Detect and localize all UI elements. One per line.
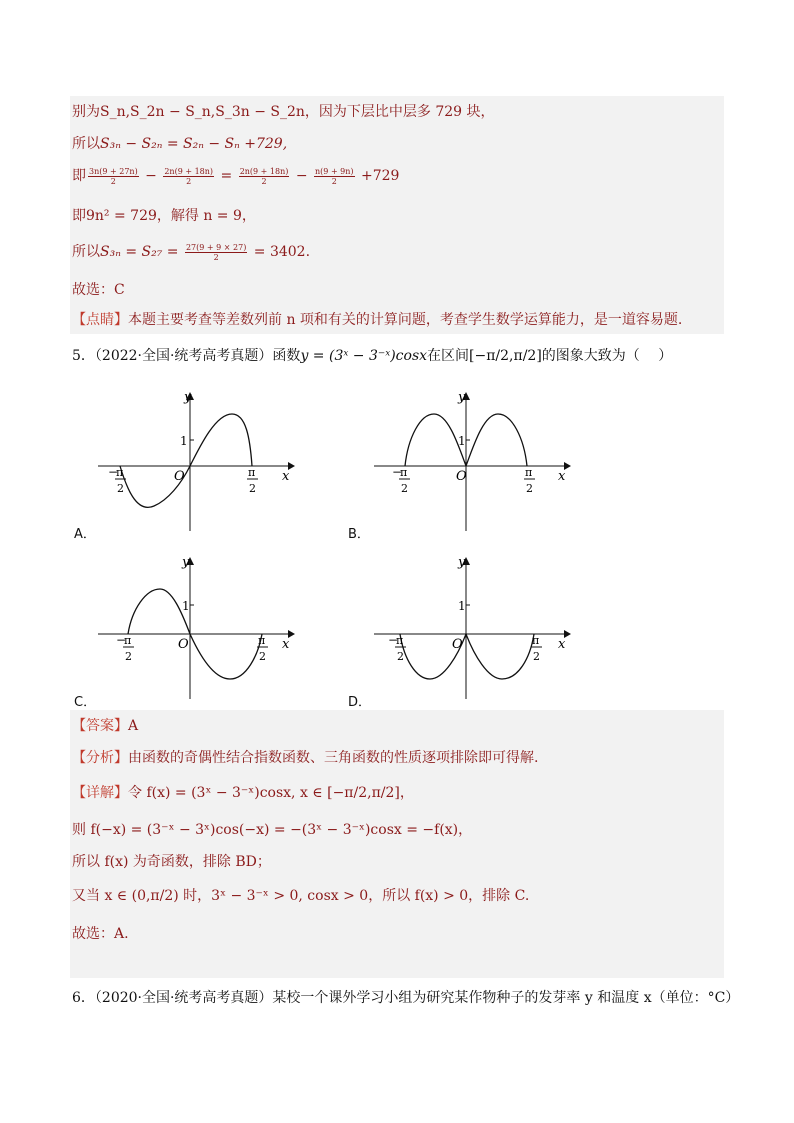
solution-line-5 — [72, 242, 310, 262]
origin-label: O — [456, 469, 467, 484]
tick-pi: π — [116, 466, 124, 479]
question-5-interval: [−π/2,π/2] — [469, 348, 542, 364]
tick-pi: π — [400, 466, 408, 479]
tick-pi: π — [525, 466, 533, 479]
tick-pi: π — [248, 466, 256, 479]
option-a-label[interactable]: A． — [74, 527, 96, 542]
solution-line-2 — [72, 134, 287, 154]
tick-two: 2 — [533, 650, 540, 663]
origin-label: O — [452, 637, 463, 652]
analysis-line — [72, 748, 538, 768]
tick-two: 2 — [397, 650, 404, 663]
option-b-label[interactable]: B． — [348, 527, 370, 542]
tick-label-one: 1 — [458, 434, 466, 448]
tick-pi: π — [258, 634, 266, 647]
question-5-stem — [72, 346, 672, 366]
detail-text: 令 f(x) = (3ˣ − 3⁻ˣ)cosx, x ∈ [−π/2,π/2]， — [128, 785, 414, 801]
solution-line-4-prefix: 即 — [72, 208, 86, 224]
solution-line-5-expr: S₃ₙ = S₂₇ = — [100, 244, 179, 260]
graph-option-d[interactable] — [372, 551, 572, 701]
origin-label: O — [174, 469, 185, 484]
detail-choice: 故选：A. — [72, 926, 129, 942]
x-axis-label: x — [282, 469, 290, 484]
answer-line — [72, 716, 138, 736]
detail-line-3: 所以 f(x) 为奇函数，排除 BD； — [72, 854, 271, 870]
solution-line-3-prefix: 即 — [72, 168, 86, 184]
tick-minus: − — [108, 465, 119, 479]
y-axis-label: y — [182, 555, 190, 570]
tick-label-one: 1 — [458, 599, 466, 613]
solution-line-3-tail: +729 — [361, 168, 400, 184]
x-axis-label: x — [282, 637, 290, 652]
answer-tag: 【答案】 — [72, 718, 128, 734]
question-5-function: y = (3ˣ − 3⁻ˣ)cosx — [300, 348, 428, 364]
tick-label-one: 1 — [180, 434, 188, 448]
y-axis-label: y — [458, 390, 466, 405]
solution-line-3: 即 $\frac{3n(9 + 27n)}{2}$ − $\frac{2n(9 + 18n)}{2}$ = $\frac{2n(9 + 18n)}{2}$ − $\frac{n(9 + 9n)}{2}$ +729 — [72, 166, 400, 186]
tick-minus: − — [392, 465, 403, 479]
solution-choice: 故选：C — [72, 282, 125, 298]
option-c-label[interactable]: C． — [74, 695, 97, 710]
analysis-tag: 【分析】 — [72, 750, 128, 766]
comment-tag: 【点睛】 — [72, 312, 128, 328]
tick-two: 2 — [249, 482, 256, 495]
solution-line-5-prefix: 所以 — [72, 244, 100, 260]
fraction: $\frac{2n(9 + 18n)}{2}$ — [164, 166, 214, 186]
question-5-suffix: 的图象大致为（ ） — [541, 348, 673, 364]
graph-option-c[interactable] — [96, 551, 296, 701]
tick-pi: π — [396, 634, 404, 647]
tick-label-one: 1 — [182, 599, 190, 613]
fraction: $\frac{27(9 + 9 \times 27)}{2}$ — [185, 242, 247, 262]
detail-line-1 — [72, 783, 414, 803]
analysis-text: 由函数的奇偶性结合指数函数、三角函数的性质逐项排除即可得解. — [128, 750, 539, 766]
question-5-prefix: 5．（2022·全国·统考高考真题）函数 — [72, 348, 301, 364]
solution-line-1: 别为S_n,S_2n − S_n,S_3n − S_2n，因为下层比中层多 729 块， — [72, 104, 495, 120]
tick-two: 2 — [259, 650, 266, 663]
x-axis-label: x — [558, 637, 566, 652]
graph-option-a[interactable] — [96, 386, 296, 536]
tick-two: 2 — [125, 650, 132, 663]
tick-two: 2 — [117, 482, 124, 495]
detail-tag: 【详解】 — [72, 785, 128, 801]
tick-two: 2 — [401, 482, 408, 495]
solution-line-2-prefix: 所以 — [72, 136, 100, 152]
origin-label: O — [178, 637, 189, 652]
x-axis-label: x — [558, 469, 566, 484]
solution-line-4-expr: 9n² = 729，解得 n = 9， — [86, 208, 256, 224]
graph-option-b[interactable] — [372, 386, 572, 536]
tick-minus: − — [388, 633, 399, 647]
detail-line-4: 又当 x ∈ (0,π/2) 时，3ˣ − 3⁻ˣ > 0, cosx > 0，所以 f(x) > 0，排除 C. — [72, 888, 530, 904]
fraction: $\frac{n(9 + 9n)}{2}$ — [315, 166, 354, 186]
y-axis-label: y — [458, 555, 466, 570]
comment-text: 本题主要考查等差数列前 n 项和有关的计算问题，考查学生数学运算能力，是一道容易题. — [128, 312, 683, 328]
fraction: $\frac{2n(9 + 18n)}{2}$ — [239, 166, 289, 186]
solution-line-2-expr: S₃ₙ − S₂ₙ = S₂ₙ − Sₙ +729, — [100, 136, 288, 152]
solution-line-4 — [72, 206, 256, 226]
tick-minus: − — [116, 633, 127, 647]
answer-text: A — [128, 718, 139, 734]
fraction: $\frac{3n(9 + 27n)}{2}$ — [89, 166, 138, 186]
option-d-label[interactable]: D． — [348, 695, 372, 710]
solution-line-5-tail: = 3402. — [253, 244, 311, 260]
tick-pi: π — [124, 634, 132, 647]
solution-comment — [72, 310, 682, 330]
detail-line-2: 则 f(−x) = (3⁻ˣ − 3ˣ)cos(−x) = −(3ˣ − 3⁻ˣ)cosx = −f(x)， — [72, 822, 473, 838]
tick-pi: π — [532, 634, 540, 647]
question-6-stem: 6．（2020·全国·统考高考真题）某校一个课外学习小组为研究某作物种子的发芽率 y 和温度 x（单位：°C） — [72, 990, 740, 1006]
y-axis-label: y — [184, 390, 192, 405]
tick-two: 2 — [526, 482, 533, 495]
question-5-mid: 在区间 — [427, 348, 470, 364]
